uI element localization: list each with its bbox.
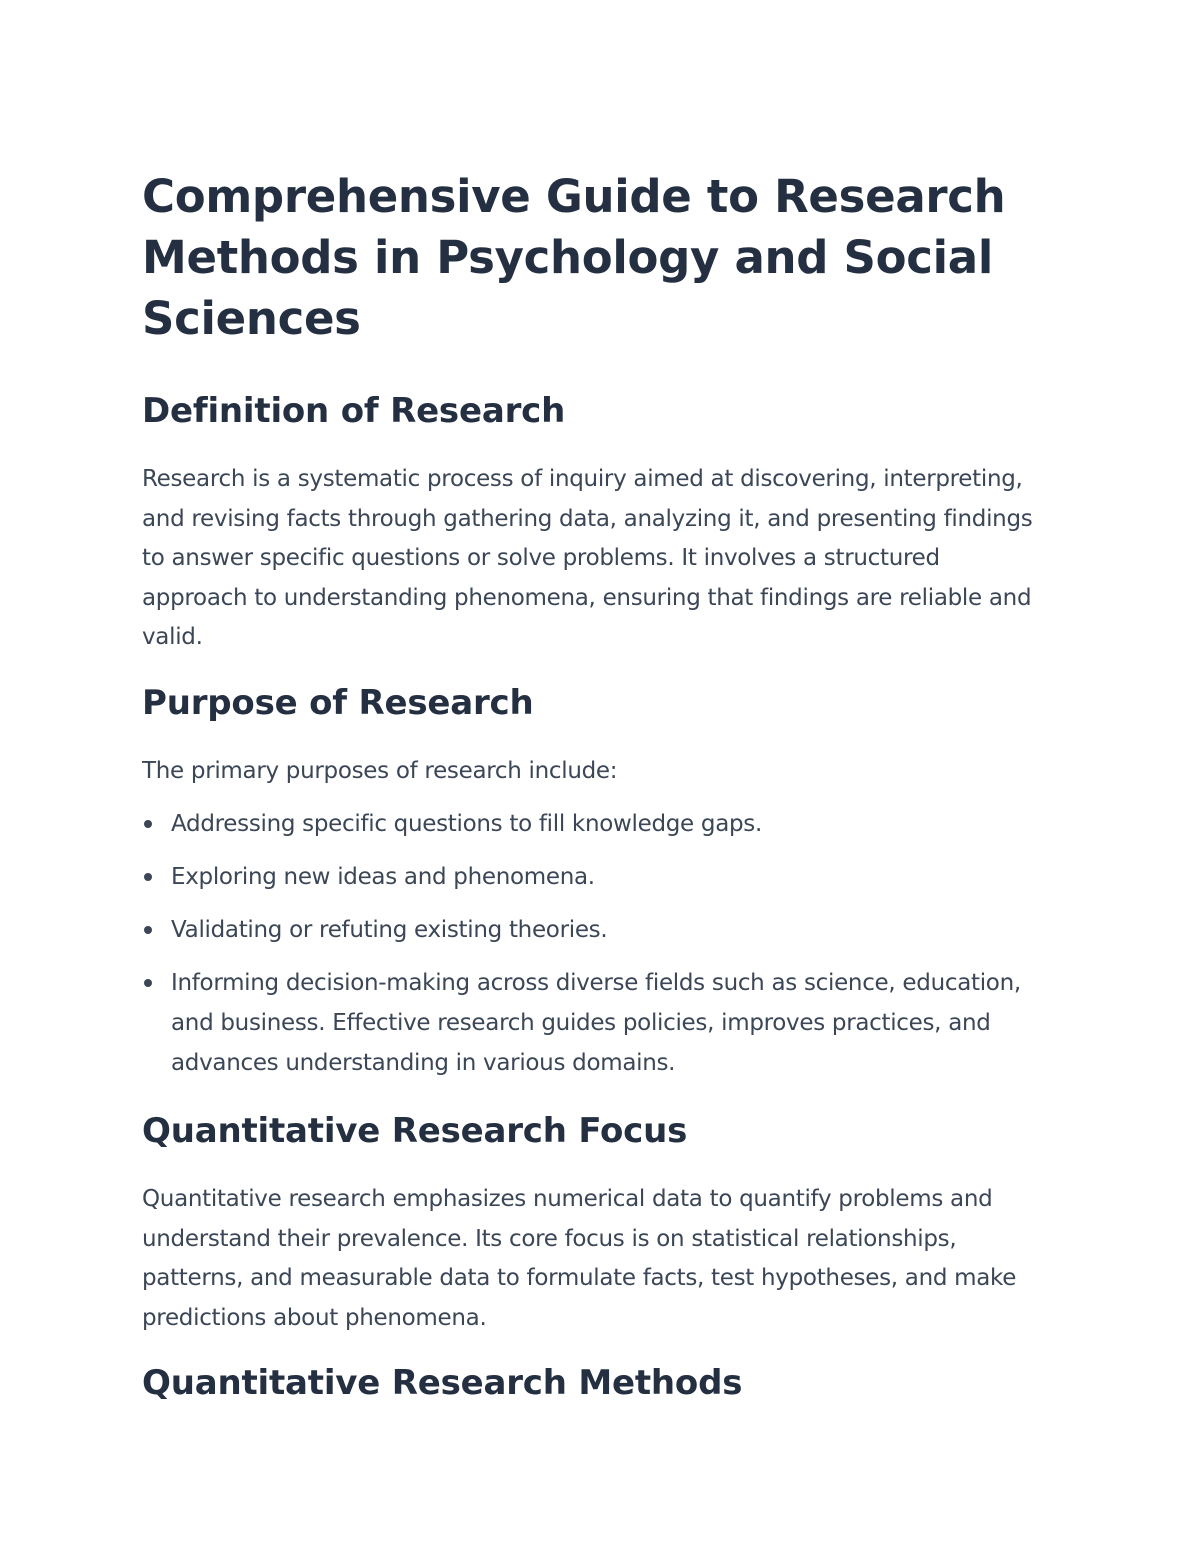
list-item xyxy=(142,857,1042,897)
bullet-icon xyxy=(144,926,152,934)
heading-quantitative-research-focus: Quantitative Research Focus xyxy=(142,1111,688,1151)
heading-definition-of-research: Definition of Research xyxy=(142,391,566,431)
document-title: Comprehensive Guide to Research Methods in Psychology and Social Sciences xyxy=(142,170,1006,345)
bullet-icon xyxy=(144,873,152,881)
paragraph-purpose-intro: The primary purposes of research include: xyxy=(142,757,618,784)
bullet-icon xyxy=(144,979,152,987)
document-page xyxy=(142,166,1042,1403)
heading-quantitative-research-methods: Quantitative Research Methods xyxy=(142,1363,743,1403)
paragraph-quantitative-focus: Quantitative research emphasizes numerical data to quantify problems and understand their prevalence. Its core focus is on statistical relationships, patterns, and measurable data to formulate facts, test hypotheses, and make predictions about phenomena. xyxy=(142,1186,1017,1331)
list-item xyxy=(142,804,1042,844)
heading-purpose-of-research: Purpose of Research xyxy=(142,682,534,723)
bullet-icon xyxy=(144,820,152,828)
list-item xyxy=(142,910,1042,950)
paragraph-definition-of-research: Research is a systematic process of inquiry aimed at discovering, interpreting, and revising facts through gathering data, analyzing it, and presenting findings to answer specific questions or solve problems. It involves a structured approach to understanding phenomena, ensuring that findings are reliable and valid. xyxy=(142,466,1033,650)
list-item-text: Informing decision-making across diverse fields such as science, education, and business. Effective research guides policies, improves practices, and advances understanding in various domains. xyxy=(171,970,1021,1076)
list-item-text: Addressing specific questions to fill knowledge gaps. xyxy=(171,811,762,837)
list-item xyxy=(142,963,1042,1083)
list-item-text: Validating or refuting existing theories. xyxy=(171,917,608,943)
purpose-bullet-list xyxy=(142,804,1042,1083)
list-item-text: Exploring new ideas and phenomena. xyxy=(171,864,595,890)
